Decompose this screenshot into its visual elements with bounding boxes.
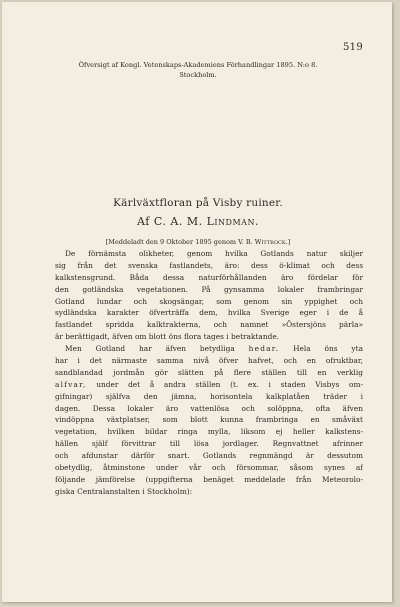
text-line: sandblandad jordmån gör slätten på flere ställen till en verklig xyxy=(55,367,363,377)
page-number: 519 xyxy=(343,42,363,53)
text-line: är berättigadt, äfven om blott öns flora tages i betraktande. xyxy=(55,332,280,342)
text-line xyxy=(55,379,363,391)
communication-note xyxy=(42,238,354,246)
author-surname: Lindman. xyxy=(206,215,259,228)
text-fragment: Hela öns yta xyxy=(293,344,363,354)
text-line: den gotländska vegetationen. På gynsamma lokaler frambringar xyxy=(55,284,363,294)
note-text: [Meddeladt den 9 Oktober 1895 genom V. B. xyxy=(105,238,253,246)
text-line: De förnämsta olikheter, genom hvilka Gotlands natur skiljer xyxy=(65,249,363,258)
document-page xyxy=(2,2,392,602)
text-line xyxy=(55,343,363,355)
text-line: vegetation, hvilken bildar ringa mylla, liksom ej heller kalkstens- xyxy=(55,427,363,437)
text-line: kalkstensgrund. Båda dessa naturförhållanden äro fördelar för xyxy=(55,272,363,282)
note-name: Wittrock.] xyxy=(254,238,291,246)
article-author xyxy=(42,215,354,228)
text-line: sydländska karakter öfverträffa dem, hvilka Sverige eger i de å xyxy=(55,308,363,318)
text-line: följande jämförelse (uppgifterna benäget meddelade från Meteorolo- xyxy=(55,474,363,484)
text-line: vindöppna växtplatser, som blott kunna frambringa en småväxt xyxy=(55,415,363,425)
text-line: gifningar) själfva den jämna, horisontela kalkplatåen träder i xyxy=(55,391,363,401)
text-line: sig från det svenska fastlandets, äro: dess ö-klimat och dess xyxy=(55,260,363,270)
article-body xyxy=(55,248,363,498)
text-fragment: under det å andra ställen (t. ex. i staden Visbys om- xyxy=(96,379,363,389)
text-line: hällen själf förvittrar till lösa jordlager. Regnvattnet afrinner xyxy=(55,439,363,449)
journal-header-line: Öfversigt af Kongl. Vetenskaps-Akademiens Förhandlingar 1895. N:o 8. xyxy=(78,61,318,69)
emphasized-word: hedar. xyxy=(248,344,280,354)
journal-header-city: Stockholm. xyxy=(179,71,217,79)
text-line: fastlandet spridda kalktrakterna, och namnet »Östersjöns pärla» xyxy=(55,320,363,330)
article-title: Kärlväxtfloran på Visby ruiner. xyxy=(113,197,283,209)
emphasized-word: alfvar, xyxy=(55,379,87,389)
text-line: giska Centralanstalten i Stockholm): xyxy=(55,486,193,496)
text-line: obetydlig, åtminstone under vår och försommar, såsom synes af xyxy=(55,463,363,473)
journal-header xyxy=(42,60,354,80)
text-line: och afdunstar därför snart. Gotlands regnmängd är dessutom xyxy=(55,451,363,461)
text-fragment: Men Gotland har äfven betydliga xyxy=(65,344,235,354)
text-line: har i det närmaste samma nivå öfver hafvet, och en ofruktbar, xyxy=(55,356,363,366)
text-line: Gotland lundar och skogsängar, som genom sin yppighet och xyxy=(55,296,363,306)
text-line: dagen. Dessa lokaler äro vattenlösa och solöppna, ofta äfven xyxy=(55,403,363,413)
author-prefix: Af C. A. M. xyxy=(137,215,203,228)
